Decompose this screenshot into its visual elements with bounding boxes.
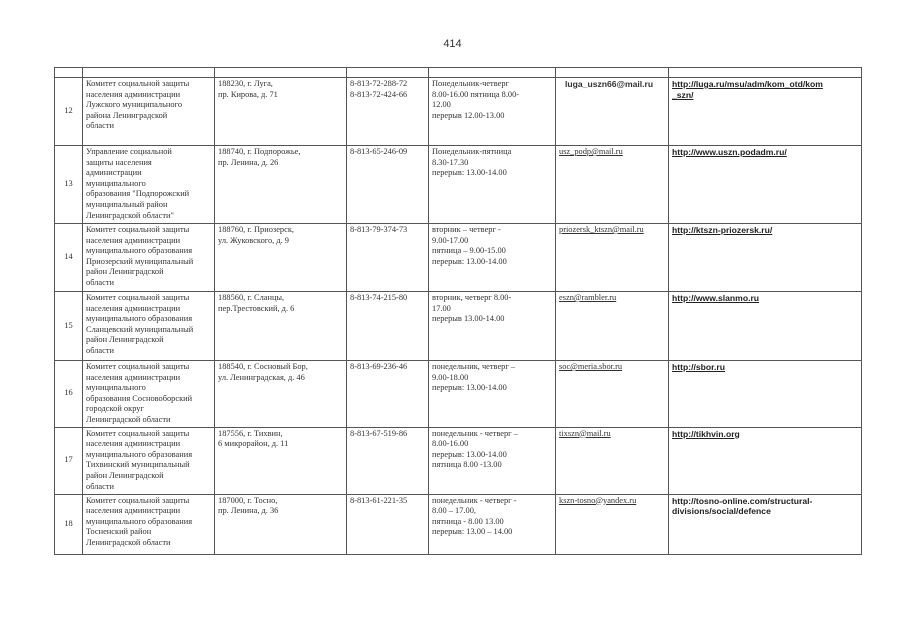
organization-cell <box>83 427 215 494</box>
address-cell <box>215 146 347 224</box>
address: 187000, г. Тосно, пр. Ленина, д. 36 <box>218 495 279 516</box>
table-row <box>55 146 862 224</box>
email-cell <box>556 427 669 494</box>
phone-cell <box>347 292 429 361</box>
table-row <box>55 292 862 361</box>
website-link[interactable]: http://sbor.ru <box>672 362 725 372</box>
working-hours: понедельник - четверг – 8.00-16.00 перерыв: 13.00-14.00 пятница 8.00 -13.00 <box>432 428 518 470</box>
address-cell <box>215 494 347 554</box>
hours-cell <box>429 494 556 554</box>
website-cell <box>669 361 862 428</box>
row-number: 16 <box>55 361 83 428</box>
phone-cell <box>347 224 429 292</box>
table-row <box>55 361 862 428</box>
website-link[interactable]: http://www.uszn.podadm.ru/ <box>672 147 787 157</box>
email-link[interactable]: kszn-tosno@yandex.ru <box>559 495 637 505</box>
stub-cell <box>556 68 669 78</box>
website-cell <box>669 292 862 361</box>
stub-cell <box>83 68 215 78</box>
row-number: 13 <box>55 146 83 224</box>
website-link[interactable]: http://ktszn-priozersk.ru/ <box>672 225 773 235</box>
working-hours: Понедельник-пятница 8.30-17.30 перерыв: 13.00-14.00 <box>432 147 512 178</box>
header-stub-row <box>55 68 862 78</box>
phone: 8-813-65-246-09 <box>350 147 408 156</box>
website-cell <box>669 78 862 146</box>
website-link[interactable]: http://tosno-online.com/structural- divisions/social/defence <box>672 495 813 517</box>
organization-name: Комитет социальной защиты населения администрации муниципального образования Тосненский район Ленинградской области <box>86 495 193 547</box>
address: 188540, г. Сосновый Бор, ул. Ленинградская, д. 46 <box>218 362 308 382</box>
stub-cell <box>215 68 347 78</box>
hours-cell <box>429 78 556 146</box>
email-cell <box>556 361 669 428</box>
hours-cell <box>429 224 556 292</box>
website-cell <box>669 427 862 494</box>
phone: 8-813-74-215-80 <box>350 293 408 302</box>
organization-cell <box>83 494 215 554</box>
organization-name: Управление социальной защиты населения администрации муниципального образования "Подпорожский муниципальный район Ленинградской области" <box>86 147 190 220</box>
hours-cell <box>429 292 556 361</box>
stub-cell <box>55 68 83 78</box>
phone: 8-813-67-519-86 <box>350 428 408 438</box>
working-hours: вторник, четверг 8.00- 17.00 перерыв 13.00-14.00 <box>432 293 512 324</box>
organization-cell <box>83 361 215 428</box>
row-number: 12 <box>55 78 83 146</box>
email-link[interactable]: priozersk_ktszn@mail.ru <box>559 225 644 234</box>
phone-cell <box>347 427 429 494</box>
address: 188560, г. Сланцы, пер.Трестовский, д. 6 <box>218 293 295 313</box>
phone-cell <box>347 494 429 554</box>
working-hours: вторник – четверг - 9.00-17.00 пятница – 9.00-15.00 перерыв: 13.00-14.00 <box>432 225 507 266</box>
phone: 8-813-69-236-46 <box>350 362 408 371</box>
organization-cell <box>83 292 215 361</box>
table-row <box>55 78 862 146</box>
website-link[interactable]: http://www.slanmo.ru <box>672 293 760 303</box>
address: 188740, г. Подпорожье, пр. Ленина, д. 26 <box>218 147 301 167</box>
row-number: 18 <box>55 494 83 554</box>
page-number: 414 <box>443 38 462 50</box>
organization-name: Комитет социальной защиты населения администрации муниципального образования Приозерский муниципальный район Ленинградской области <box>86 225 194 287</box>
table-row <box>55 224 862 292</box>
website-link[interactable]: http://luga.ru/msu/adm/kom_otd/kom _szn/ <box>672 79 823 100</box>
phone-cell <box>347 146 429 224</box>
working-hours: понедельник, четверг – 9.00-18.00 перерыв: 13.00-14.00 <box>432 362 516 393</box>
organization-cell <box>83 146 215 224</box>
website-link[interactable]: http://tikhvin.org <box>672 428 740 439</box>
stub-cell <box>669 68 862 78</box>
stub-cell <box>347 68 429 78</box>
email-link[interactable]: soc@meria.sbor.ru <box>559 362 623 371</box>
address: 187556, г. Тихвин, 6 микрорайон, д. 11 <box>218 428 289 449</box>
phone: 8-813-79-374-73 <box>350 225 408 234</box>
row-number: 17 <box>55 427 83 494</box>
organization-name: Комитет социальной защиты населения администрации муниципального образования Сосновоборский городской округ Ленинградской области <box>86 362 193 424</box>
email-cell <box>556 78 669 146</box>
address-cell <box>215 427 347 494</box>
address-cell <box>215 224 347 292</box>
email-link[interactable]: luga_uszn66@mail.ru <box>565 79 654 89</box>
email-link[interactable]: tixszn@mail.ru <box>559 428 611 438</box>
organization-cell <box>83 78 215 146</box>
email-link[interactable]: eszn@rambler.ru <box>559 293 617 302</box>
phone: 8-813-72-288-72 8-813-72-424-66 <box>350 79 408 99</box>
address-cell <box>215 361 347 428</box>
organization-name: Комитет социальной защиты населения администрации Лужского муниципального района Ленинградской области <box>86 79 190 131</box>
contacts-table <box>54 67 862 555</box>
table-row <box>55 427 862 494</box>
table-row <box>55 494 862 554</box>
phone: 8-813-61-221-35 <box>350 495 408 505</box>
email-cell <box>556 146 669 224</box>
hours-cell <box>429 427 556 494</box>
website-cell <box>669 224 862 292</box>
organization-name: Комитет социальной защиты населения администрации муниципального образования Сланцевский муниципальный район Ленинградской области <box>86 293 194 355</box>
website-cell <box>669 494 862 554</box>
stub-cell <box>429 68 556 78</box>
email-cell <box>556 494 669 554</box>
email-cell <box>556 224 669 292</box>
hours-cell <box>429 146 556 224</box>
organization-cell <box>83 224 215 292</box>
address: 188760, г. Приозерск, ул. Жуковского, д. 9 <box>218 225 294 245</box>
phone-cell <box>347 361 429 428</box>
address-cell <box>215 292 347 361</box>
working-hours: Понедельник-четверг 8.00-16.00 пятница 8.00- 12.00 перерыв 12.00-13.00 <box>432 79 520 120</box>
address: 188230, г. Луга, пр. Кирова, д. 71 <box>218 79 278 99</box>
row-number: 14 <box>55 224 83 292</box>
hours-cell <box>429 361 556 428</box>
organization-name: Комитет социальной защиты населения администрации муниципального образования Тихвинский муниципальный район Ленинградской области <box>86 428 193 491</box>
email-link[interactable]: usz_podp@mail.ru <box>559 147 623 156</box>
row-number: 15 <box>55 292 83 361</box>
working-hours: понедельник - четверг - 8.00 – 17.00, пятница - 8.00 13.00 перерыв: 13.00 – 14.00 <box>432 495 517 537</box>
website-cell <box>669 146 862 224</box>
address-cell <box>215 78 347 146</box>
email-cell <box>556 292 669 361</box>
phone-cell <box>347 78 429 146</box>
